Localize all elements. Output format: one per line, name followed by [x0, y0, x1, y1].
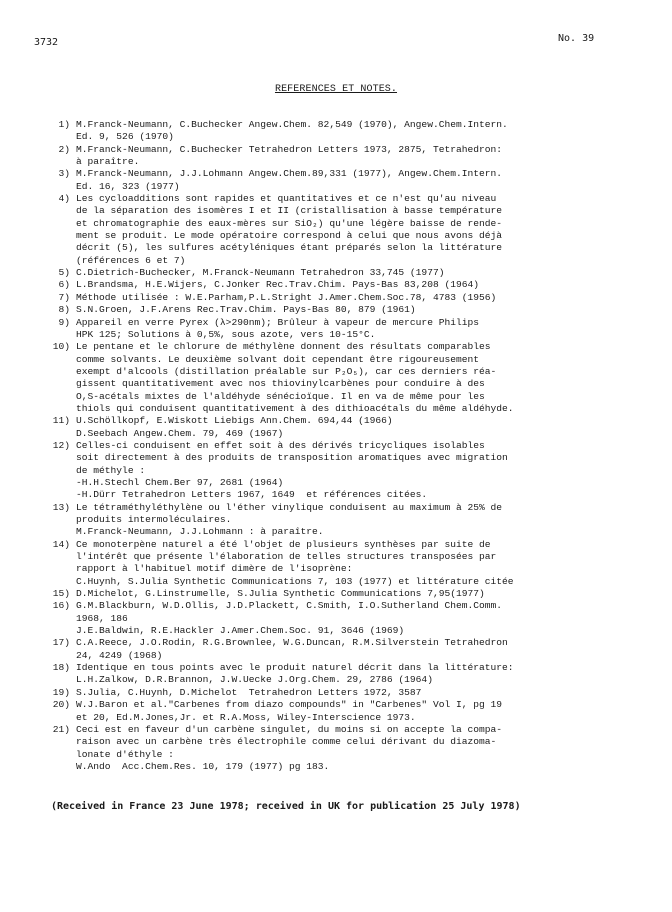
reference-line: S.N.Groen, J.F.Arens Rec.Trav.Chim. Pays-Bas 80, 879 (1961) — [76, 304, 416, 316]
reference-line: décrit (5), les sulfures acétyléniques étant préparés selon la littérature — [76, 242, 503, 254]
reference-line: L.H.Zalkow, D.R.Brannon, J.W.Uecke J.Org.Chem. 29, 2786 (1964) — [76, 674, 433, 686]
reference-item — [33, 168, 643, 193]
reference-item — [33, 502, 643, 539]
reference-line: C.Huynh, S.Julia Synthetic Communications 7, 103 (1977) et littérature citée — [76, 575, 514, 587]
reference-text — [76, 440, 643, 502]
reference-text — [76, 588, 643, 600]
reference-line: J.E.Baldwin, R.E.Hackler J.Amer.Chem.Soc. 91, 3646 (1969) — [76, 625, 405, 637]
reference-text — [76, 341, 643, 415]
reference-number: 3) — [58, 168, 70, 180]
reference-line: ment se produit. Le mode opératoire correspond à celui que nous avons déjà — [76, 230, 503, 242]
reference-line: à paraître. — [76, 156, 140, 168]
reference-text — [76, 699, 643, 724]
reference-text — [76, 637, 643, 662]
reference-line: 24, 4249 (1968) — [76, 649, 163, 661]
reference-number: 21) — [52, 723, 70, 735]
reference-line: -H.H.Stechl Chem.Ber 97, 2681 (1964) — [76, 476, 284, 488]
reference-item — [33, 415, 643, 440]
reference-text — [76, 292, 643, 304]
reference-line: M.Franck-Neumann, J.J.Lohmann Angew.Chem.89,331 (1977), Angew.Chem.Intern. — [76, 168, 503, 180]
reference-number: 18) — [52, 662, 70, 674]
reference-line: Ed. 16, 323 (1977) — [76, 180, 180, 192]
reference-text — [76, 317, 643, 342]
reference-line: Appareil en verre Pyrex (λ>290nm); Brûleur à vapeur de mercure Philips — [76, 316, 480, 328]
reference-line: Identique en tous points avec le produit naturel décrit dans la littérature: — [76, 662, 514, 674]
reference-item — [33, 662, 643, 687]
page-number: 3732 — [34, 37, 59, 48]
reference-line: gissent quantitativement avec nos thiovinylcarbènes pour conduire à des — [76, 378, 485, 390]
reference-number: 11) — [52, 415, 70, 427]
reference-line: (références 6 et 7) — [76, 254, 186, 266]
reference-text — [76, 539, 643, 588]
reference-line: exempt d'alcools (distillation préalable sur P₂O₅), car ces derniers réa- — [76, 365, 497, 377]
reference-text — [76, 168, 643, 193]
reference-number: 12) — [52, 439, 70, 451]
reference-line: U.Schöllkopf, E.Wiskott Liebigs Ann.Chem. 694,44 (1966) — [76, 415, 393, 427]
reference-number: 8) — [58, 304, 70, 316]
reference-line: W.J.Baron et al."Carbenes from diazo compounds" in "Carbenes" Vol I, pg 19 — [76, 699, 503, 711]
reference-item — [33, 440, 643, 502]
reference-item — [33, 724, 643, 773]
reference-line: rapport à l'habituel motif dimère de l'isoprène: — [76, 563, 353, 575]
reference-line: O,S-acétals mixtes de l'aldéhyde sénécioïque. Il en va de même pour les — [76, 390, 485, 402]
reference-number: 1) — [58, 119, 70, 130]
reference-number: 5) — [58, 267, 70, 279]
reference-line: C.A.Reece, J.O.Rodin, R.G.Brownlee, W.G.Duncan, R.M.Silverstein Tetrahedron — [76, 637, 508, 649]
reference-line: M.Franck-Neumann, C.Buchecker Tetrahedron Letters 1973, 2875, Tetrahedron: — [76, 143, 503, 155]
reference-text — [76, 600, 643, 637]
reference-item — [33, 539, 643, 588]
reference-line: thiols qui conduisent quantitativement à des dithioacétals du même aldéhyde. — [76, 402, 514, 414]
reference-line: et chromatographie des eaux-mères sur SiO₂) qu'une légère baisse de rende- — [76, 217, 503, 229]
reference-line: -H.Dürr Tetrahedron Letters 1967, 1649 et références citées. — [76, 489, 428, 501]
reference-line: D.Seebach Angew.Chem. 79, 469 (1967) — [76, 427, 284, 439]
reference-line: S.Julia, C.Huynh, D.Michelot Tetrahedron Letters 1972, 3587 — [76, 686, 422, 698]
reference-text — [76, 193, 643, 267]
reference-item — [33, 267, 643, 279]
reference-line: 1968, 186 — [76, 612, 128, 624]
reference-number: 13) — [52, 501, 70, 513]
reference-text — [76, 144, 643, 169]
reference-item — [33, 687, 643, 699]
reference-line: Le tétraméthyléthylène ou l'éther vinylique conduisent au maximum à 25% de — [76, 501, 503, 513]
reference-line: comme solvants. Le deuxième solvant doit cependant être rigoureusement — [76, 353, 480, 365]
reference-item — [33, 588, 643, 600]
reference-number: 20) — [52, 699, 70, 711]
reference-text — [76, 687, 643, 699]
reference-number: 17) — [52, 637, 70, 649]
section-title: REFERENCES ET NOTES. — [274, 84, 398, 95]
reference-line: Celles-ci conduisent en effet soit à des dérivés tricycliques isolables — [76, 439, 485, 451]
reference-line: G.M.Blackburn, W.D.Ollis, J.D.Plackett, C.Smith, I.O.Sutherland Chem.Comm. — [76, 600, 503, 612]
reference-line: Ceci est en faveur d'un carbène singulet, du moins si on accepte la compa- — [76, 723, 503, 735]
reference-line: Les cycloadditions sont rapides et quantitatives et ce n'est qu'au niveau — [76, 193, 497, 205]
reference-line: C.Dietrich-Buchecker, M.Franck-Neumann Tetrahedron 33,745 (1977) — [76, 267, 445, 279]
reference-line: de la séparation des isomères I et II (cristallisation à basse température — [76, 205, 503, 217]
reference-line: Ce monoterpène naturel a été l'objet de plusieurs synthèses par suite de — [76, 538, 491, 550]
reference-text — [76, 119, 643, 144]
reference-line: M.Franck-Neumann, J.J.Lohmann : à paraître. — [76, 526, 324, 538]
reference-item — [33, 317, 643, 342]
reference-line: lonate d'éthyle : — [76, 748, 174, 760]
reference-text — [76, 724, 643, 773]
reference-line: raison avec un carbène très électrophile comme celui dérivant du diazoma- — [76, 736, 497, 748]
reference-line: et 20, Ed.M.Jones,Jr. et R.A.Moss, Wiley-Interscience 1973. — [76, 711, 416, 723]
reference-text — [76, 502, 643, 539]
reference-item — [33, 292, 643, 304]
reference-item — [33, 341, 643, 415]
reference-text — [76, 279, 643, 291]
reference-line: L.Brandsma, H.E.Wijers, C.Jonker Rec.Trav.Chim. Pays-Bas 83,208 (1964) — [76, 279, 480, 291]
journal-issue-number: No. 39 — [558, 33, 595, 44]
reference-item — [33, 637, 643, 662]
received-note: (Received in France 23 June 1978; received in UK for publication 25 July 1978) — [51, 801, 521, 812]
reference-number: 9) — [58, 316, 70, 328]
reference-item — [33, 699, 643, 724]
reference-line: de méthyle : — [76, 464, 146, 476]
reference-item — [33, 304, 643, 316]
reference-number: 19) — [52, 686, 70, 698]
reference-line: Méthode utilisée : W.E.Parham,P.L.Stright J.Amer.Chem.Soc.78, 4783 (1956) — [76, 291, 497, 303]
reference-line: M.Franck-Neumann, C.Buchecker Angew.Chem. 82,549 (1970), Angew.Chem.Intern. — [76, 119, 508, 130]
reference-number: 10) — [52, 341, 70, 353]
reference-item — [33, 119, 643, 144]
reference-text — [76, 267, 643, 279]
reference-line: produits intermoléculaires. — [76, 514, 232, 525]
reference-item — [33, 600, 643, 637]
reference-line: HPK 125; Solutions à 0,5%, sous azote, vers 10-15°C. — [76, 328, 376, 340]
reference-list — [33, 119, 643, 773]
reference-number: 15) — [52, 588, 70, 600]
reference-line: soit directement à des produits de transposition aromatiques avec migration — [76, 452, 508, 464]
reference-number: 16) — [52, 600, 70, 612]
reference-number: 7) — [58, 291, 70, 303]
reference-line: Ed. 9, 526 (1970) — [76, 131, 174, 143]
reference-number: 6) — [58, 279, 70, 291]
reference-text — [76, 304, 643, 316]
reference-text — [76, 415, 643, 440]
reference-number: 14) — [52, 538, 70, 550]
reference-line: D.Michelot, G.Linstrumelle, S.Julia Synthetic Communications 7,95(1977) — [76, 588, 485, 600]
reference-number: 2) — [58, 143, 70, 155]
reference-number: 4) — [58, 193, 70, 205]
reference-item — [33, 193, 643, 267]
reference-line: Le pentane et le chlorure de méthylène donnent des résultats comparables — [76, 341, 491, 353]
reference-text — [76, 662, 643, 687]
reference-line: l'intérêt que présente l'élaboration de telles structures transposées par — [76, 551, 497, 563]
reference-item — [33, 279, 643, 291]
reference-line: W.Ando Acc.Chem.Res. 10, 179 (1977) pg 183. — [76, 760, 330, 772]
reference-item — [33, 144, 643, 169]
